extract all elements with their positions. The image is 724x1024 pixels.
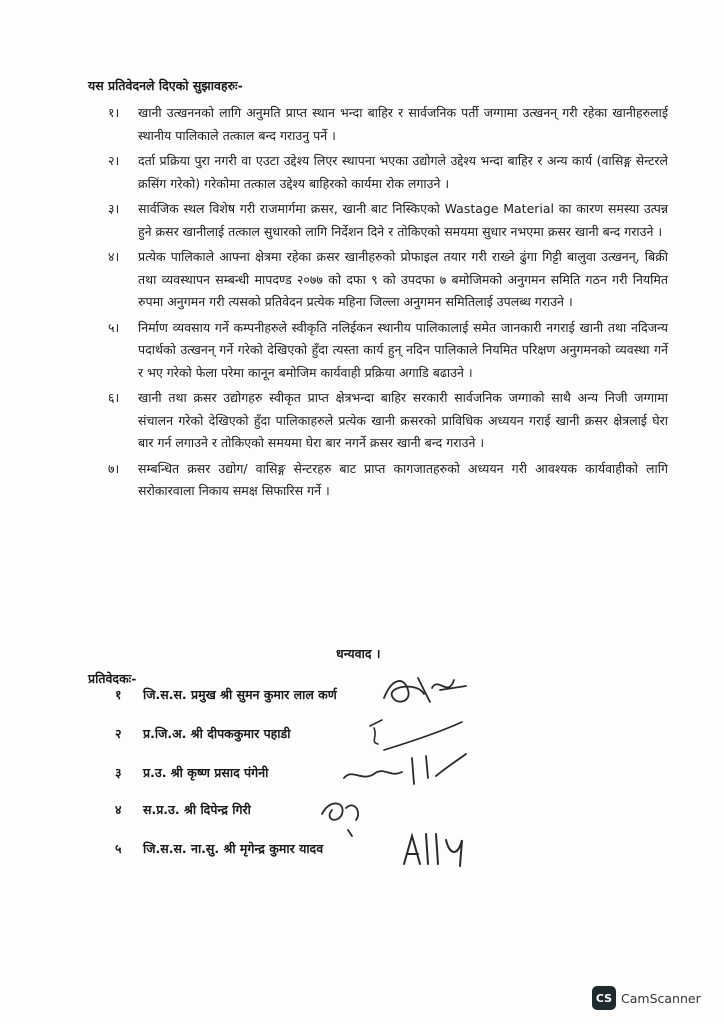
- suggestion-text: खानी उत्खननको लागि अनुमति प्राप्त स्थान भन्दा बाहिर र सार्वजनिक पर्ती जग्गामा उत्खनन् गरी रहेका खानीहरुलाई स्थानीय पालिकाले तत्काल बन्द गराउनु पर्ने ।: [138, 105, 668, 143]
- suggestion-text: सार्वजिक स्थल विशेष गरी राजमार्गमा क्रसर, खानी बाट निस्किएको Wastage Material का कारण समस्या उत्पन्न हुने क्रसर खानीलाई तत्काल सुधारको लागि निर्देशन दिने र तोकिएको समयमा सुधार नभएमा क्रसर खानी बन्द गराउने ।: [138, 201, 668, 239]
- reporter-row: [115, 723, 290, 745]
- reporter-name: प्र.जि.अ. श्री दीपककुमार पहाडी: [143, 726, 291, 741]
- suggestion-item: [108, 198, 668, 243]
- suggestions-list: [108, 102, 668, 506]
- reporters-label: प्रतिवेदकः-: [88, 671, 137, 686]
- suggestion-number: ६।: [108, 390, 120, 405]
- reporter-row: [115, 762, 268, 784]
- reporter-number: २: [115, 726, 122, 741]
- suggestion-text: सम्बन्धित क्रसर उद्योग/ वासिङ्ग सेन्टरहरु बाट प्राप्त कागजातहरुको अध्ययन गरी आवश्यक कार्यवाहीको लागि सरोकारवाला निकाय समक्ष सिफारिस गर्ने ।: [138, 460, 668, 498]
- suggestion-item: [108, 317, 668, 385]
- suggestion-item: [108, 150, 668, 195]
- reporter-number: ४: [115, 802, 122, 817]
- reporter-row: [115, 838, 323, 860]
- reporter-row: [115, 799, 251, 821]
- suggestion-number: ५।: [108, 319, 120, 335]
- signature-5: [398, 826, 478, 872]
- suggestion-text: दर्ता प्रक्रिया पुरा नगरी वा एउटा उद्देश्य लिएर स्थापना भएका उद्योगले उद्देश्य भन्दा बाहिर र अन्य कार्य (वासिङ्ग सेन्टरले क्रसिंग गरेको) गरेकोमा तत्काल उद्देश्य बाहिरको कार्यमा रोक लगाउने ।: [138, 153, 668, 191]
- suggestion-item: [108, 102, 668, 147]
- suggestion-text: प्रत्येक पालिकाले आफ्ना क्षेत्रमा रहेका क्रसर खानीहरुको प्रोफाइल तयार गरी राख्ने ढुंगा गिट्टी बालुवा उत्खनन्, बिक्री तथा व्यवस्थापन सम्बन्धी मापदण्ड २०७७ को दफा ९ को उपदफा ७ बमोजिमको अनुगमन समिति गठन गरी नियमित रुपमा अनुगमन गरी त्यसको प्रतिवेदन प्रत्येक महिना जिल्ला अनुगमन समितिलाई उपलब्ध गराउने ।: [138, 249, 668, 309]
- suggestion-item: [108, 387, 668, 455]
- signature-1: [378, 668, 468, 710]
- suggestions-heading: यस प्रतिवेदनले दिएको सुझावहरुः-: [88, 78, 243, 93]
- reporter-row: [115, 684, 337, 706]
- camscanner-logo: CS: [592, 986, 616, 1010]
- camscanner-label: CamScanner: [621, 990, 701, 1006]
- suggestion-text: निर्माण व्यवसाय गर्ने कम्पनीहरुले स्वीकृति नलिईकन स्थानीय पालिकालाई समेत जानकारी नगराई खानी तथा नदिजन्य पदार्थको उत्खनन् गर्ने गरेको देखिएको हुँदा त्यस्ता कार्य हुन् नदिन पालिकाले नियमित परिक्षण अनुगमनको व्यवस्था गर्ने र भए गरेको फेला परेमा कानून बमोजिम कार्यवाही प्रक्रिया अगाडि बढाउने ।: [138, 319, 668, 380]
- reporter-number: ३: [115, 765, 122, 780]
- suggestion-number: १।: [108, 105, 120, 120]
- suggestion-text: खानी तथा क्रसर उद्योगहरु स्वीकृत प्राप्त क्षेत्रभन्दा बाहिर सरकारी सार्वजनिक जग्गाको साथै अन्य निजी जग्गामा संचालन गरेको देखिएको हुँदा पालिकाहरुले प्रत्येक खानी क्रसरको प्राविधिक अध्ययन गराई खानी क्रसर क्षेत्रलाई घेरा बार गर्न लगाउने र तोकिएको समयमा घेरा बार नगर्ने क्रसर खानी बन्द गराउने ।: [138, 390, 668, 450]
- reporter-number: ५: [115, 841, 122, 856]
- suggestion-number: ४।: [108, 249, 120, 264]
- reporter-name: स.प्र.उ. श्री दिपेन्द्र गिरी: [143, 802, 251, 817]
- camscanner-watermark: [592, 986, 701, 1010]
- signature-4: [316, 790, 376, 838]
- suggestion-number: ७।: [108, 460, 120, 476]
- thanks-text: धन्यवाद ।: [336, 646, 381, 661]
- suggestion-item: [108, 458, 668, 503]
- suggestion-number: २।: [108, 153, 120, 168]
- reporter-name: प्र.उ. श्री कृष्ण प्रसाद पंगेनी: [143, 765, 269, 780]
- suggestion-number: ३।: [108, 201, 120, 216]
- reporter-name: जि.स.स. ना.सु. श्री मृगेन्द्र कुमार यादव: [143, 841, 324, 856]
- suggestion-item: [108, 246, 668, 314]
- signature-3: [340, 748, 470, 794]
- reporter-number: १: [115, 687, 122, 702]
- reporter-name: जि.स.स. प्रमुख श्री सुमन कुमार लाल कर्ण: [143, 687, 337, 702]
